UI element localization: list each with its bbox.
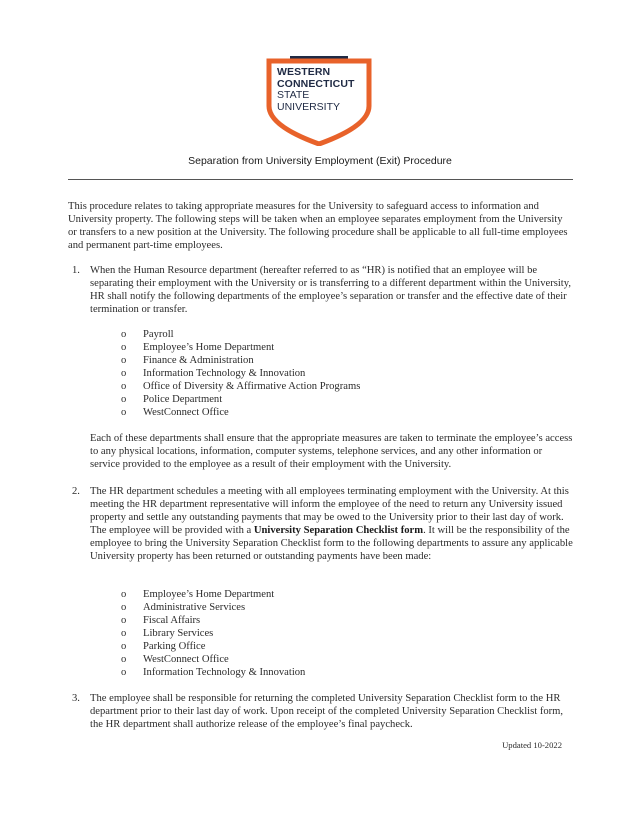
item-2-text-b: . It will be the responsibility of the employee to bring the University Separation Checklist form to the following departments to assure any applicable University property has been returned or outstanding payments have been made: xyxy=(90,525,573,562)
logo-wordmark xyxy=(277,67,355,113)
bullet-marker: o xyxy=(121,641,127,652)
list-item-label: Employee’s Home Department xyxy=(143,342,275,353)
list-item-label: Information Technology & Innovation xyxy=(143,667,306,678)
list-item xyxy=(121,367,360,380)
list-item xyxy=(121,640,305,653)
updated-date: Updated 10-2022 xyxy=(502,740,562,750)
page-title: Separation from University Employment (Exit) Procedure xyxy=(188,155,452,167)
item-2-text-a: The HR department schedules a meeting with all employees terminating employment with the University. At this meeting the HR department representative will inform the employee of the need to return any University issued property and settle any outstanding payments that may be owed to the University prior to their last day of work. The employee will be provided with a xyxy=(90,486,569,536)
list-item xyxy=(121,627,305,640)
logo-line-3: STATE xyxy=(277,89,310,101)
bullet-marker: o xyxy=(121,667,127,678)
bullet-marker: o xyxy=(121,602,127,613)
list-item-label: Finance & Administration xyxy=(143,355,254,366)
item-1-number: 1. xyxy=(72,265,80,276)
logo-line-1: WESTERN xyxy=(277,66,331,78)
item-1-followup: Each of these departments shall ensure that the appropriate measures are taken to terminate the employee’s access to any physical locations, information, computer systems, telephone services, and any other information or service provided to the employee as a result of their employment with the University. xyxy=(90,433,573,470)
bullet-marker: o xyxy=(121,394,127,405)
list-item xyxy=(121,328,360,341)
bullet-marker: o xyxy=(121,407,127,418)
bullet-marker: o xyxy=(121,355,127,366)
bullet-marker: o xyxy=(121,654,127,665)
intro-paragraph: This procedure relates to taking appropriate measures for the University to safeguard access to information and University property. The following steps will be taken when an employee separates employment from the University or transfers to a new position at the University. The following procedure shall be applicable to all full-time employees and permanent part-time employees. xyxy=(68,201,568,251)
bullet-marker: o xyxy=(121,615,127,626)
list-item xyxy=(121,354,360,367)
list-item-label: Information Technology & Innovation xyxy=(143,368,306,379)
logo-line-4: UNIVERSITY xyxy=(277,100,341,113)
item-1-text: When the Human Resource department (hereafter referred to as “HR) is notified that an employee will be separating their employment with the University or is transferring to a different department within the University, HR shall notify the following departments of the employee’s separation or transfer and the effective date of their termination or transfer. xyxy=(90,265,572,315)
list-item-label: Payroll xyxy=(143,329,174,340)
list-item xyxy=(121,614,305,627)
checklist-departments-list xyxy=(121,588,305,679)
list-item xyxy=(121,380,360,393)
item-3-number: 3. xyxy=(72,693,80,704)
list-item-label: Fiscal Affairs xyxy=(143,615,201,626)
bullet-marker: o xyxy=(121,329,127,340)
bullet-marker: o xyxy=(121,589,127,600)
logo-line-2: CONNECTICUT xyxy=(277,77,355,90)
bullet-marker: o xyxy=(121,628,127,639)
bullet-marker: o xyxy=(121,342,127,353)
item-3-text: The employee shall be responsible for returning the completed University Separation Checklist form to the HR department prior to their last day of work. Upon receipt of the completed University Separation Checklist form, the HR department shall authorize release of the employee’s final paycheck. xyxy=(90,693,564,730)
list-item xyxy=(121,393,360,406)
list-item xyxy=(121,653,305,666)
list-item-label: Administrative Services xyxy=(143,602,246,613)
item-2-text xyxy=(90,485,573,563)
bullet-marker: o xyxy=(121,381,127,392)
list-item-label: Police Department xyxy=(143,394,223,405)
bullet-marker: o xyxy=(121,368,127,379)
list-item xyxy=(121,406,360,419)
list-item-label: WestConnect Office xyxy=(143,407,229,418)
title-divider xyxy=(68,179,573,180)
list-item-label: WestConnect Office xyxy=(143,654,229,665)
university-logo xyxy=(266,56,372,146)
list-item-label: Office of Diversity & Affirmative Action Programs xyxy=(143,381,361,392)
list-item-label: Library Services xyxy=(143,628,214,639)
list-item xyxy=(121,341,360,354)
list-item xyxy=(121,601,305,614)
item-2-number: 2. xyxy=(72,486,80,497)
list-item xyxy=(121,666,305,679)
list-item xyxy=(121,588,305,601)
list-item-label: Parking Office xyxy=(143,641,206,652)
list-item-label: Employee’s Home Department xyxy=(143,589,275,600)
notify-departments-list xyxy=(121,328,360,419)
separation-checklist-form-name: University Separation Checklist form xyxy=(253,525,424,536)
